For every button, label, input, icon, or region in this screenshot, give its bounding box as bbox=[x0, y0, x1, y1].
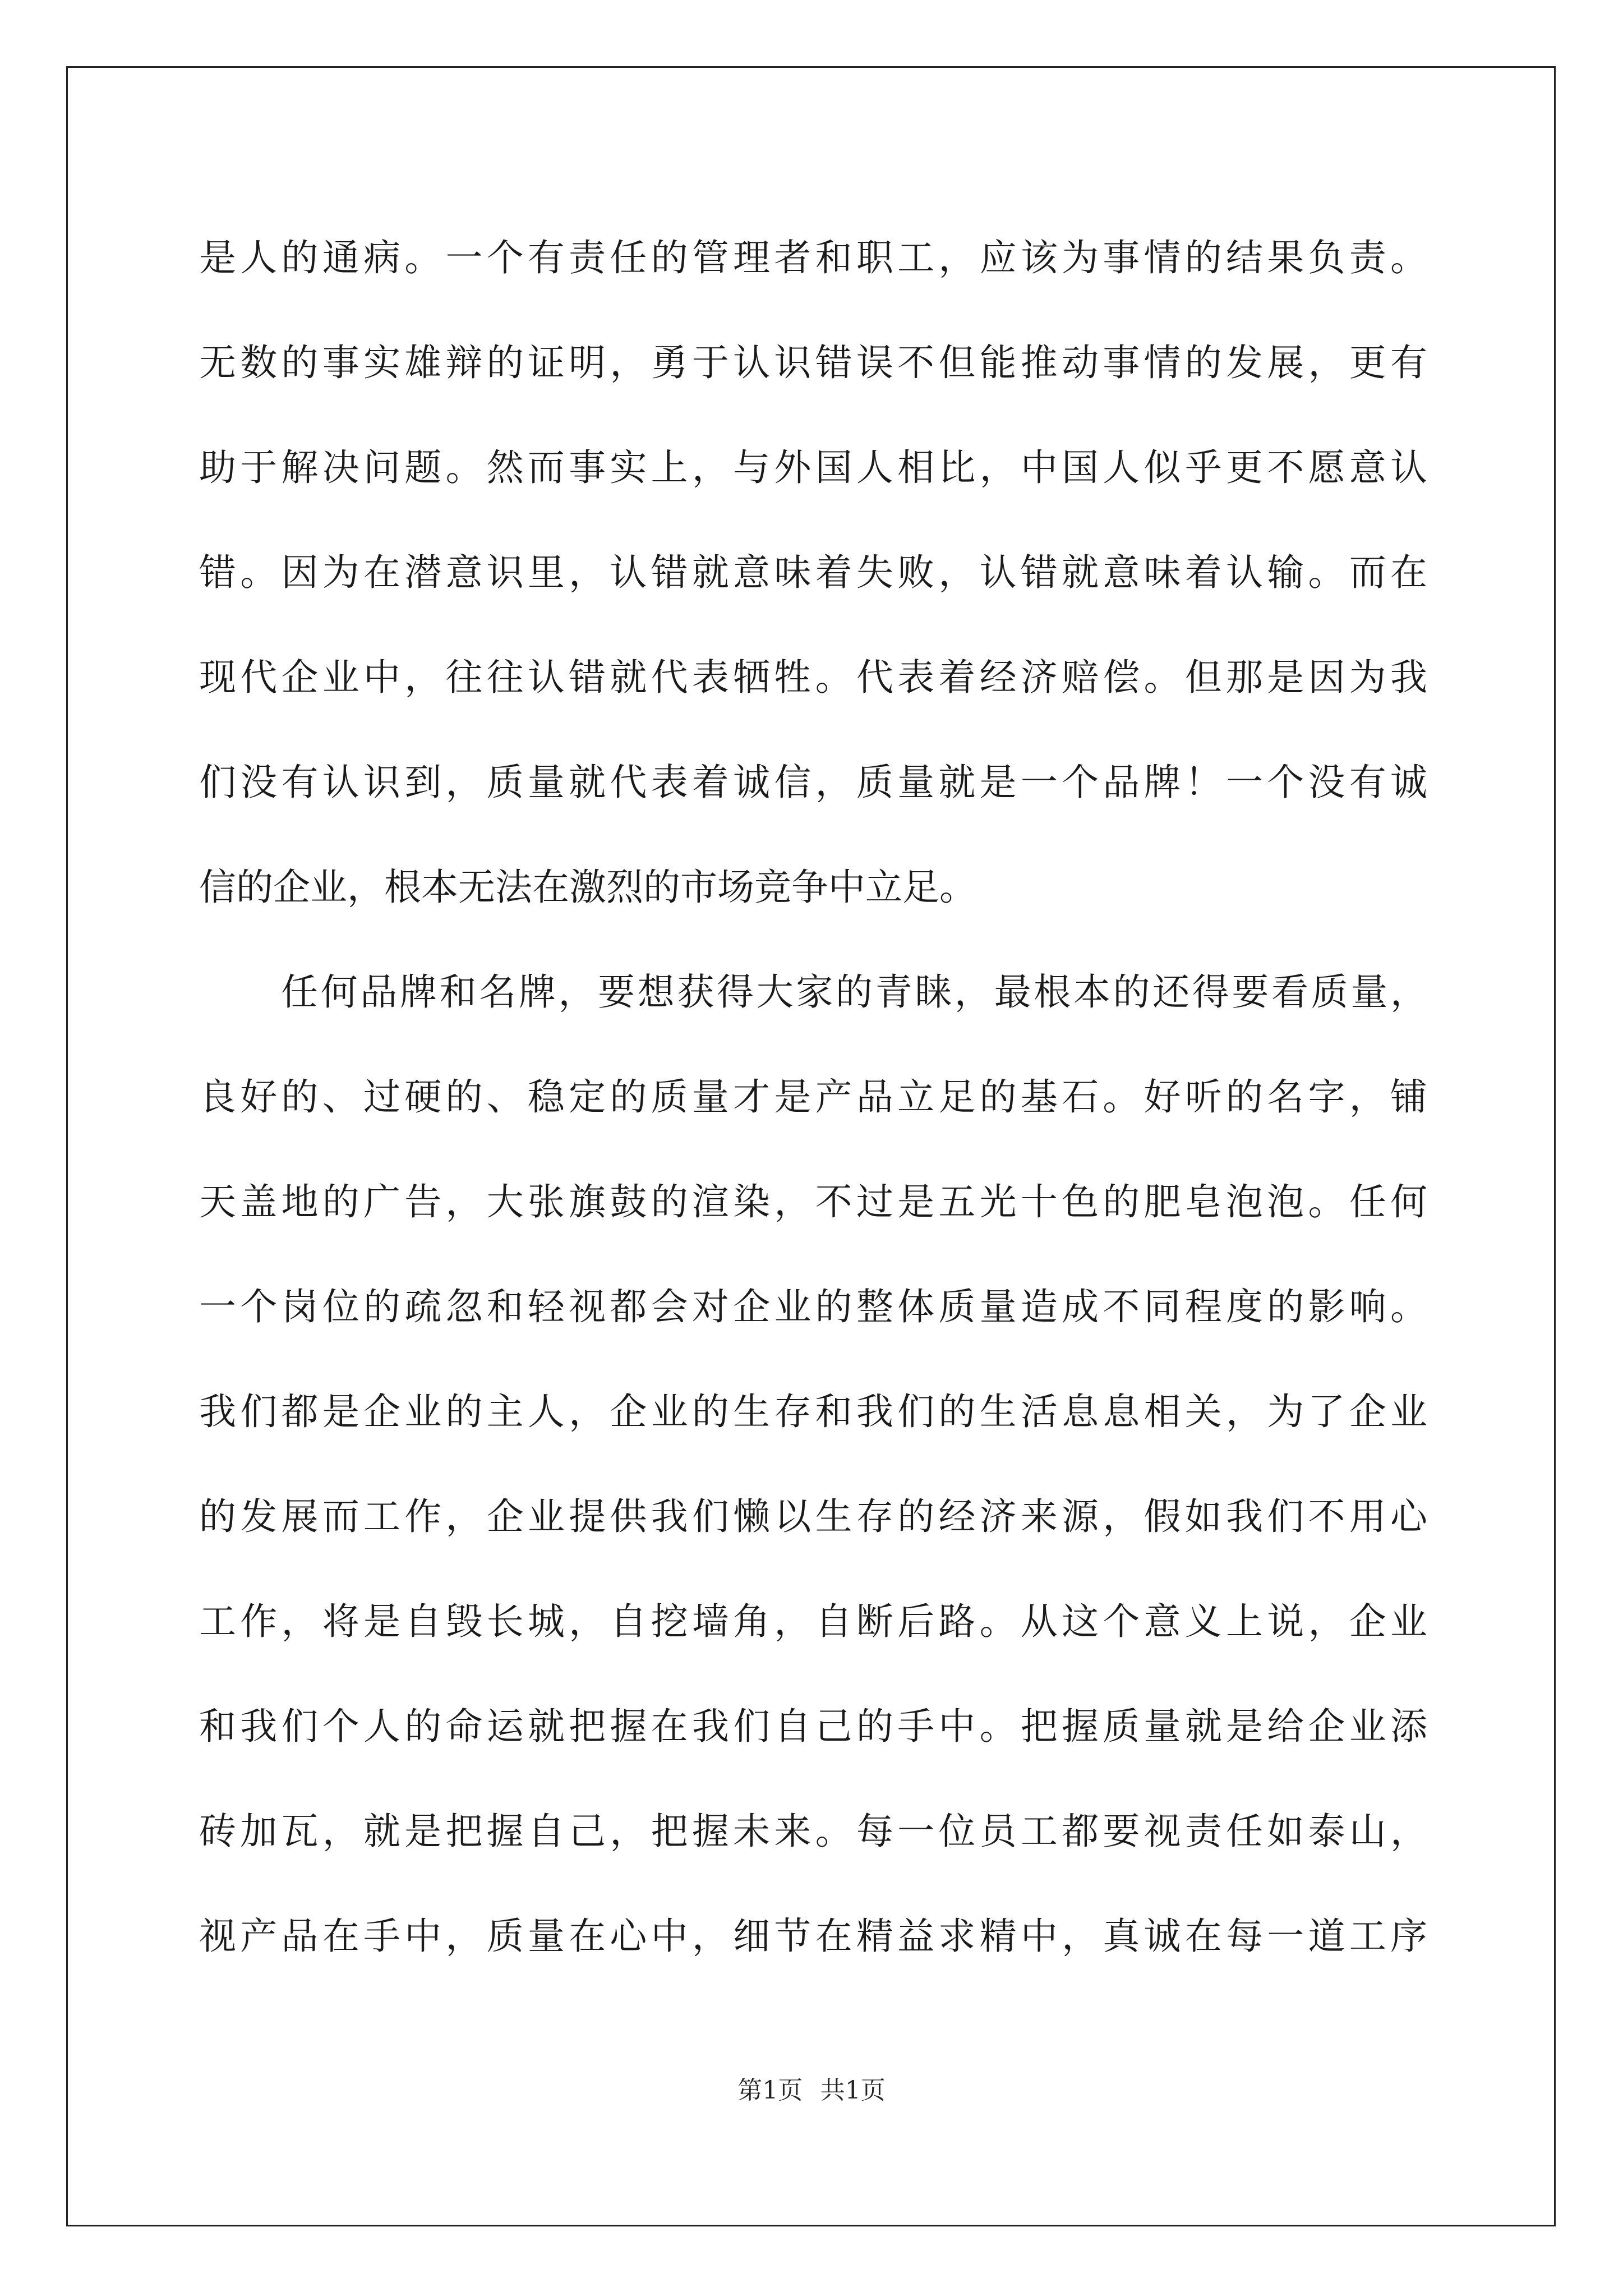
text-line: 的发展而工作，企业提供我们懒以生存的经济来源，假如我们不用心 bbox=[199, 1495, 1427, 1538]
text-line: 信的企业，根本无法在激烈的市场竞争中立足。 bbox=[199, 866, 976, 909]
text-line: 和我们个人的命运就把握在我们自己的手中。把握质量就是给企业添 bbox=[199, 1705, 1427, 1748]
text-line: 助于解决问题。然而事实上，与外国人相比，中国人似乎更不愿意认 bbox=[199, 446, 1427, 489]
text-line: 视产品在手中，质量在心中，细节在精益求精中，真诚在每一道工序 bbox=[199, 1915, 1427, 1958]
text-line: 工作，将是自毁长城，自挖墙角，自断后路。从这个意义上说，企业 bbox=[199, 1600, 1427, 1643]
document-body bbox=[199, 205, 1427, 1989]
text-line: 们没有认识到，质量就代表着诚信，质量就是一个品牌！一个没有诚 bbox=[199, 761, 1427, 804]
text-line: 任何品牌和名牌，要想获得大家的青睐，最根本的还得要看质量， bbox=[281, 970, 1427, 1014]
text-line: 现代企业中，往往认错就代表牺牲。代表着经济赔偿。但那是因为我 bbox=[199, 656, 1427, 699]
text-line: 砖加瓦，就是把握自己，把握未来。每一位员工都要视责任如泰山， bbox=[199, 1810, 1427, 1853]
page-footer: 第1页 共1页 bbox=[737, 2076, 886, 2105]
text-line: 我们都是企业的主人，企业的生存和我们的生活息息相关，为了企业 bbox=[199, 1390, 1427, 1433]
text-line: 天盖地的广告，大张旗鼓的渲染，不过是五光十色的肥皂泡泡。任何 bbox=[199, 1180, 1427, 1223]
text-line: 是人的通病。一个有责任的管理者和职工，应该为事情的结果负责。 bbox=[199, 236, 1427, 279]
text-line: 良好的、过硬的、稳定的质量才是产品立足的基石。好听的名字，铺 bbox=[199, 1075, 1427, 1119]
text-line: 错。因为在潜意识里，认错就意味着失败，认错就意味着认输。而在 bbox=[199, 551, 1427, 594]
text-line: 无数的事实雄辩的证明，勇于认识错误不但能推动事情的发展，更有 bbox=[199, 341, 1427, 384]
text-line: 一个岗位的疏忽和轻视都会对企业的整体质量造成不同程度的影响。 bbox=[199, 1285, 1427, 1328]
